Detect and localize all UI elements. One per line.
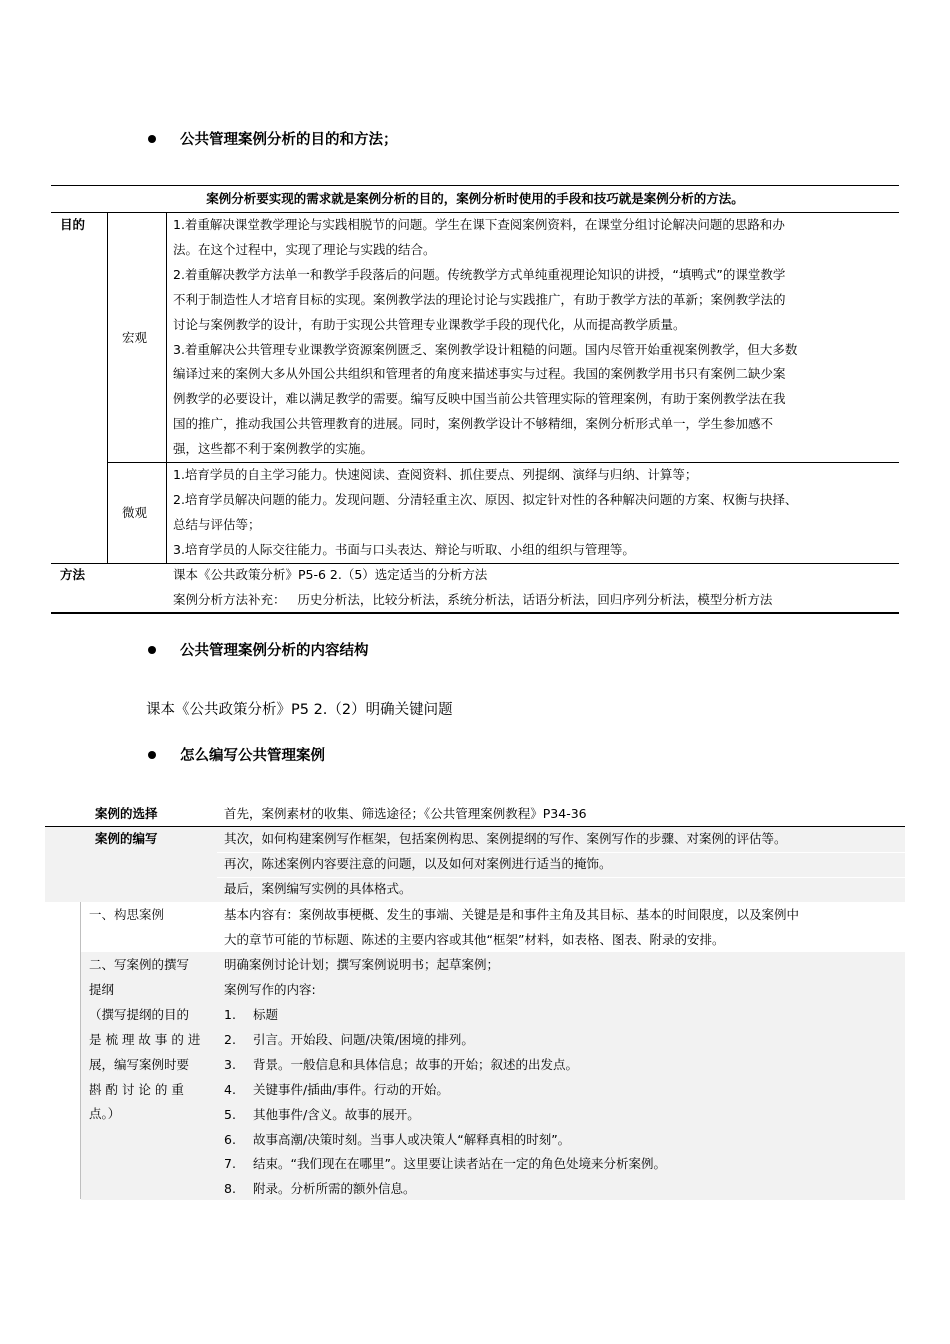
section-heading-1 (148, 128, 398, 149)
table1-header: 案例分析要实现的需求就是案例分析的目的，案例分析时使用的手段和技巧就是案例分析的方法。 (206, 191, 744, 206)
heading-text: 怎么编写公共管理案例 (180, 748, 325, 764)
method-label: 方法 (60, 567, 86, 582)
bullet-icon (148, 751, 156, 759)
purpose-label: 目的 (60, 217, 86, 232)
section-heading-3 (148, 744, 325, 765)
col-divider-2 (166, 212, 167, 563)
macro-label: 宏观 (122, 330, 148, 345)
reference-paragraph: 课本《公共政策分析》P5 2.（2）明确关键问题 (146, 702, 453, 718)
select-label: 案例的选择 (95, 806, 158, 821)
concept-content: 基本内容有：案例故事梗概、发生的事端、关键是是和事件主角及其目标、基本的时间限度，以及案例中 大的章节可能的节标题、陈述的主要内容或其他“框架”材料，如表格、图表、附录的安排。 (224, 907, 800, 947)
list-item: 8. 附录。分析所需的额外信息。 (224, 1181, 416, 1197)
list-item: 5. 其他事件/含义。故事的展开。 (224, 1106, 420, 1122)
list-item: 7. 结束。“我们现在在哪里”。这里要让读者站在一定的角色处境来分析案例。 (224, 1156, 666, 1172)
heading-text: 公共管理案例分析的目的和方法； (180, 132, 398, 148)
list-item: 3. 背景。一般信息和具体信息；故事的开始；叙述的出发点。 (224, 1056, 579, 1072)
macro-content: 1.着重解决课堂教学理论与实践相脱节的问题。学生在课下查阅案例资料，在课堂分组讨论解决问题的思路和办 法。在这个过程中，实现了理论与实践的结合。 2.着重解决教学方法单一和教学手段落后的问题。传统教学方式单纯重视理论知识的讲授，“填鸭式”的课堂教学 不利于制造性人才培育目标的实现。案例教学法的理论讨论与实践推广，有助于教学方法的革新；案例教学法的 讨论与案例教学的设计，有助于实现公共管理专业课教学手段的现代化，从而提高教学质量。 3.着重解决公共管理专业课教学资源案例匮乏、案例教学设计粗糙的问题。国内尽管开始重视案例教学，但大多数 编译过来的案例大多从外国公共组织和管理者的角度来描述事实与过程。我国的案例教学用书只有案例二缺少案 例教学的必要设计，难以满足教学的需要。编写反映中国当前公共管理实际的管理案例，有助于案例教学法在我 国的推广，推动我国公共管理教育的进展。同时，案例教学设计不够精细，案例分析形式单一，学生参加感不 强，这些都不利于案例教学的实施。 (173, 217, 798, 457)
write-label: 案例的编写 (95, 831, 158, 846)
write-content: 其次，如何构建案例写作框架，包括案例构思、案例提纲的写作、案例写作的步骤、对案例的评估等。 再次，陈述案例内容要注意的问题，以及如何对案例进行适当的掩饰。 最后，案例编写实例的具体格式。 (224, 831, 787, 896)
section-heading-2 (148, 639, 369, 660)
bullet-icon (148, 646, 156, 654)
method-content: 课本《公共政策分析》P5-6 2.（5）选定适当的分析方法 案例分析方法补充： 历史分析法，比较分析法，系统分析法，话语分析法，回归序列分析法，模型分析方法 (173, 567, 773, 607)
list-item: 6. 故事高潮/决策时刻。当事人或决策人“解释真相的时刻”。 (224, 1131, 571, 1147)
micro-content: 1.培育学员的自主学习能力。快速阅读、查阅资料、抓住要点、列提纲、演绎与归纳、计算等； 2.培育学员解决问题的能力。发现问题、分清轻重主次、原因、拟定针对性的各种解决问题的方案、权衡与抉择、 总结与评估等； 3.培育学员的人际交往能力。书面与口头表达、辩论与听取、小组的组织与管理等。 (173, 467, 798, 557)
list-item: 2. 引言。开始段、问题/决策/困境的排列。 (224, 1031, 474, 1047)
list-item: 1. 标题 (224, 1007, 279, 1022)
heading-text: 公共管理案例分析的内容结构 (180, 643, 369, 659)
micro-label: 微观 (122, 505, 148, 520)
col-divider-1 (107, 212, 108, 563)
list-item: 4. 关键事件/插曲/事件。行动的开始。 (224, 1081, 449, 1097)
select-text: 首先，案例素材的收集、筛选途径；《公共管理案例教程》P34-36 (224, 806, 587, 821)
outline-intro: 明确案例讨论计划；撰写案例说明书；起草案例； 案例写作的内容: (224, 957, 500, 997)
outline-label: 二、写案例的撰写 提纲 （撰写提纲的目的 是 梳 理 故 事 的 进 展，编写案例时要 斟 酌 讨 论 的 重 点。） (89, 957, 201, 1122)
outline-items-list (224, 1003, 666, 1202)
bullet-icon (148, 135, 156, 143)
concept-label: 一、构思案例 (89, 907, 165, 922)
